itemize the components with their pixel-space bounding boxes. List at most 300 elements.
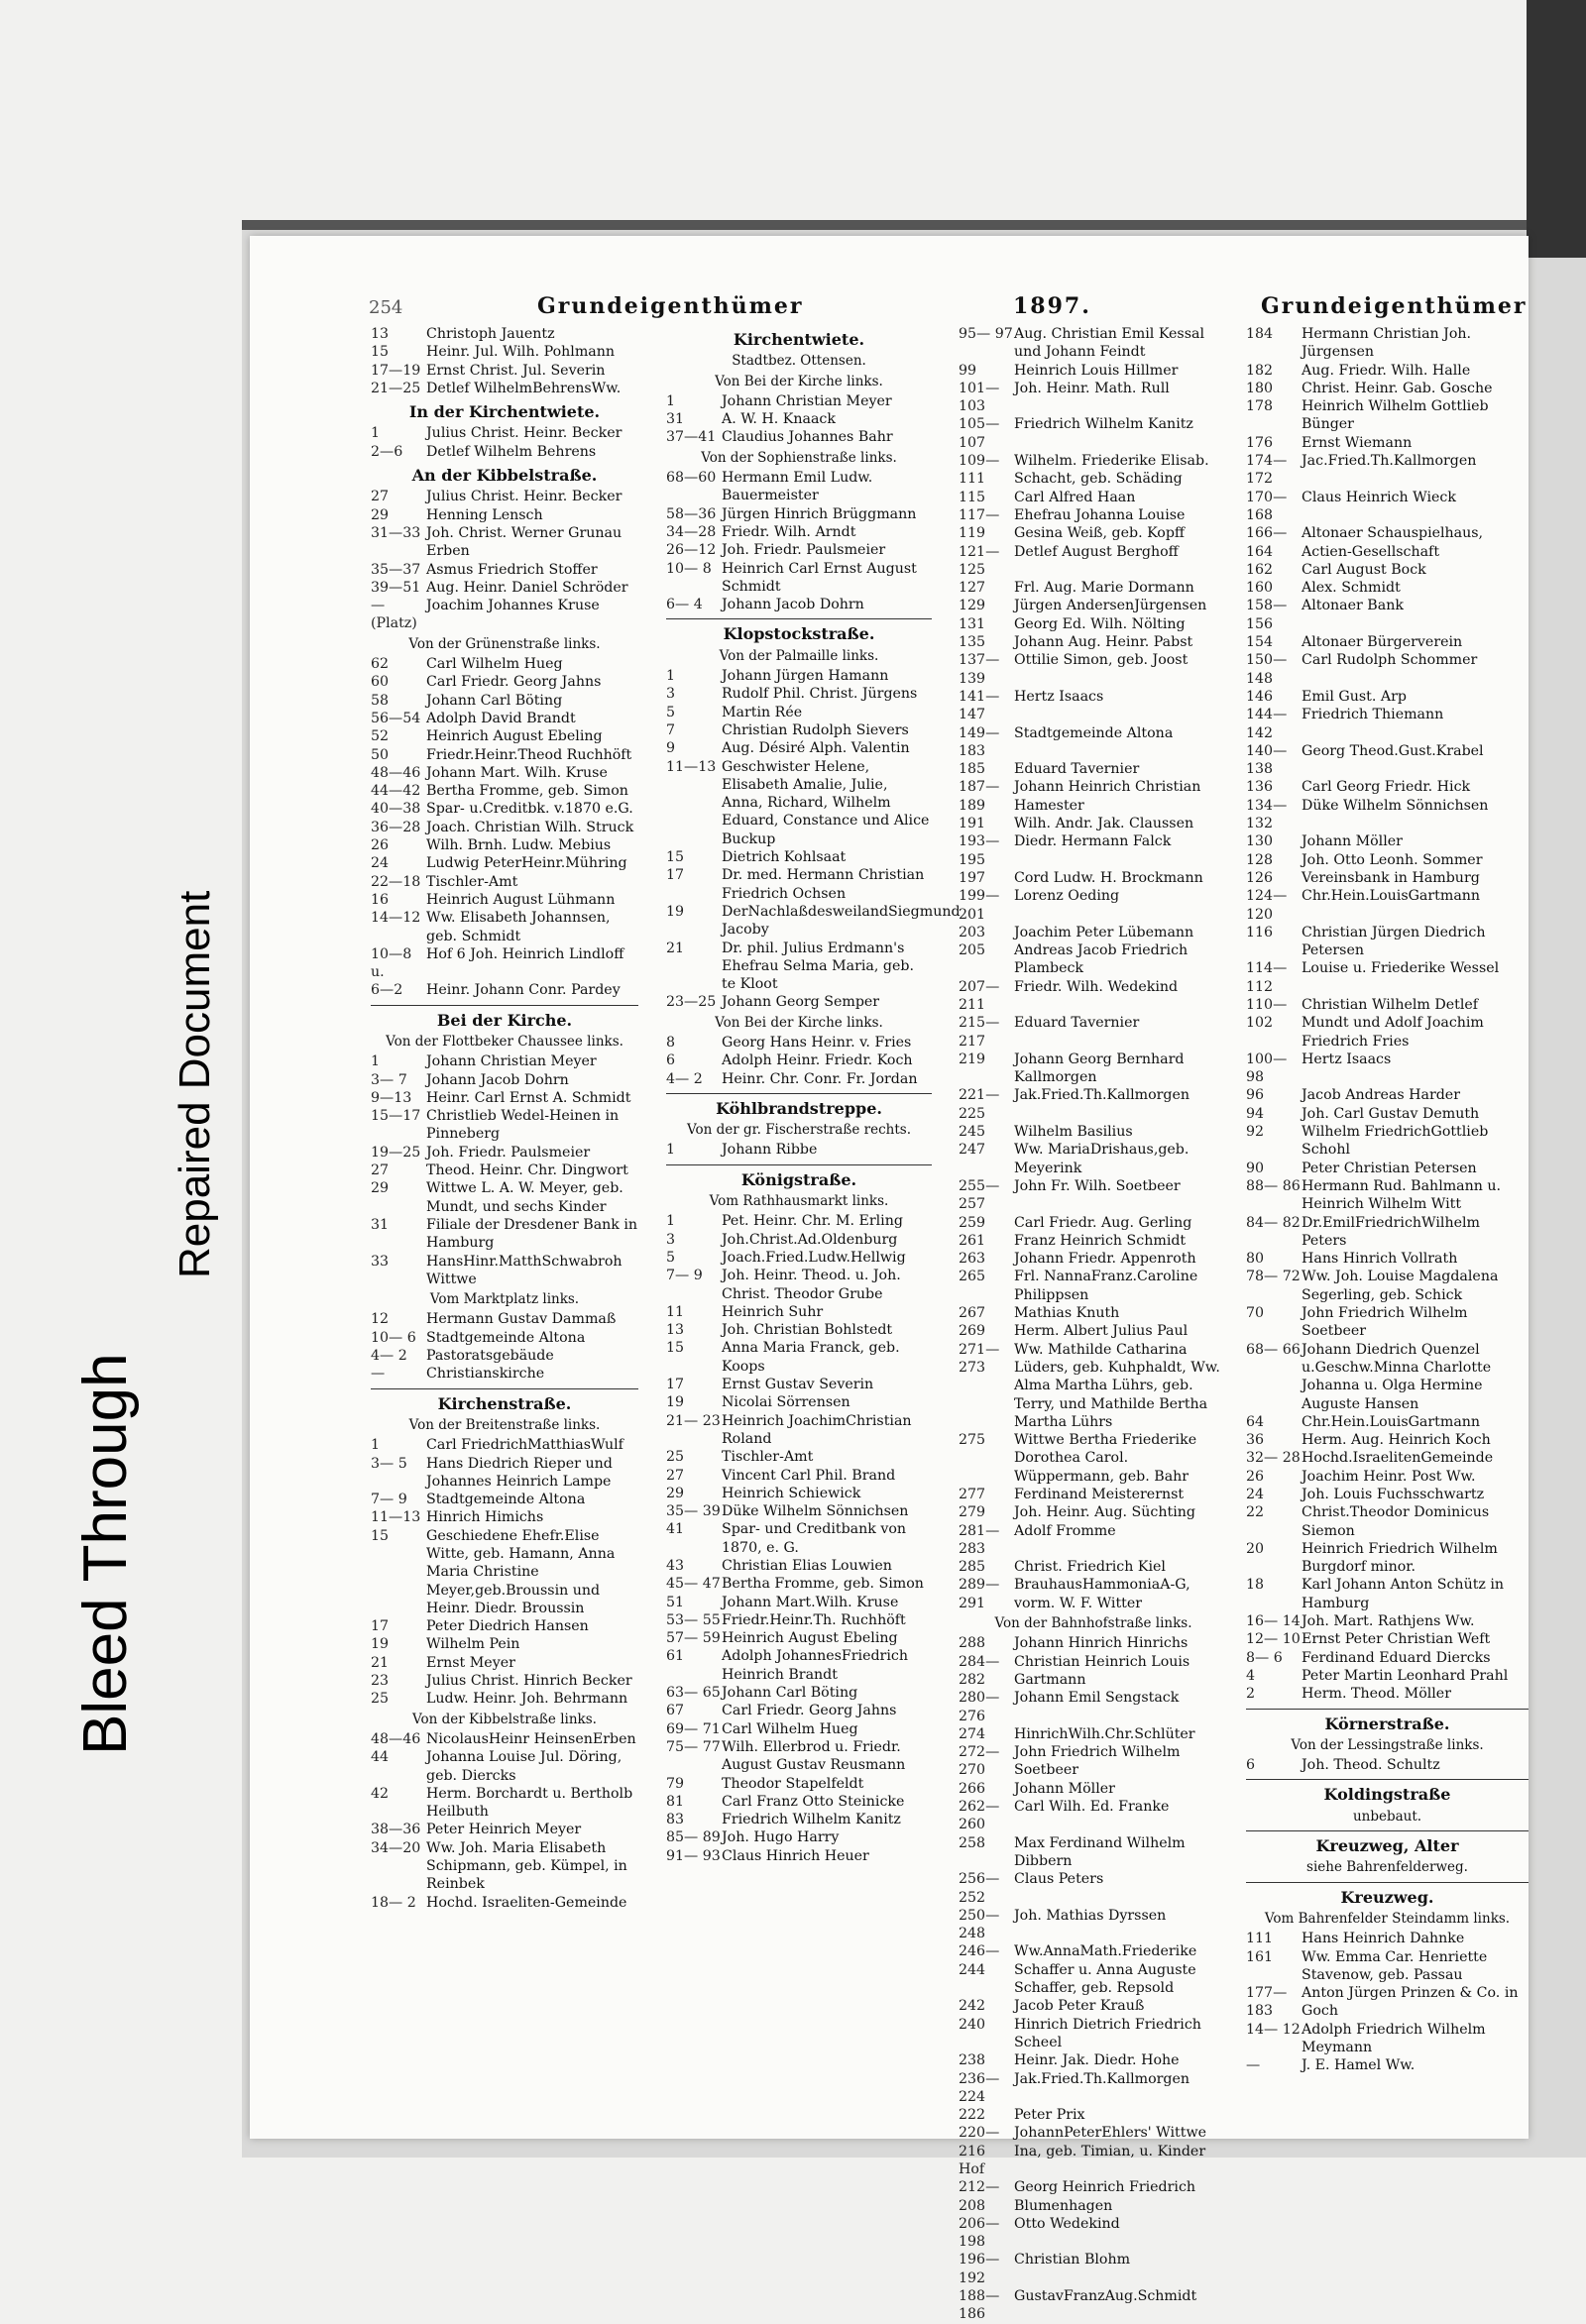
owner-name: Joh. Heinr. Theod. u. Joh. Christ. Theodor Grube: [722, 1268, 901, 1302]
owner-entry: [959, 1322, 1228, 1340]
owner-name: Adolph Friedrich Wilhelm Meymann: [1302, 2021, 1486, 2056]
house-number: 99: [959, 362, 977, 379]
owner-name: Wilhelm Basilius: [1014, 1124, 1133, 1141]
owner-name: Jürgen AndersenJürgensen: [1014, 598, 1207, 614]
house-number: 188—186: [959, 2288, 1000, 2323]
owner-entry: [1246, 524, 1529, 561]
owner-entry: [1246, 452, 1529, 489]
owner-entry: [1246, 742, 1529, 779]
house-number: 137—139: [959, 652, 1000, 687]
owner-name: Vincent Carl Phil. Brand: [722, 1467, 896, 1484]
owner-name: Aug. Désiré Alph. Valentin: [722, 740, 910, 757]
owner-entry: [1246, 1576, 1529, 1612]
owner-entry: [959, 688, 1228, 724]
owner-name: Joh. Christian Bohlstedt: [722, 1322, 893, 1339]
owner-name: Friedr.Heinr.Theod Ruchhöft: [426, 746, 632, 763]
house-number: 114—112: [1246, 960, 1288, 995]
owner-entry: [1246, 1413, 1529, 1431]
owner-name: Johann Christian Meyer: [722, 392, 892, 409]
owner-entry: [666, 758, 932, 848]
owner-entry: [1246, 633, 1529, 651]
house-number: 27: [371, 489, 390, 505]
owner-entry: [959, 1870, 1228, 1907]
owner-entry: [371, 1436, 638, 1454]
owner-entry: [959, 1743, 1228, 1780]
owner-entry: [371, 782, 638, 800]
owner-name: Hermann Christian Joh. Jürgensen: [1302, 326, 1472, 361]
owner-name: Hochd. Israeliten-Gemeinde: [426, 1894, 627, 1911]
owner-name: Dr.EmilFriedrichWilhelm Peters: [1302, 1214, 1480, 1249]
owner-name: Mathias Knuth: [1014, 1305, 1120, 1322]
owner-entry: [959, 1341, 1228, 1431]
owner-name: Eduard Tavernier: [1014, 1015, 1140, 1032]
owner-entry: [666, 1828, 932, 1846]
bleed-through-label: Bleed Through: [71, 1353, 140, 1755]
street-direction-note: Von der Palmaille links.: [719, 647, 879, 664]
street-direction-note: Von der Bahnhofstraße links.: [994, 1615, 1192, 1632]
house-number: 58—36: [666, 505, 717, 522]
house-number: 161: [1246, 1948, 1274, 1965]
owner-name: Ww. MariaDrishaus,geb. Meyerink: [1014, 1142, 1190, 1176]
owner-name: Ww.AnnaMath.Friederike Schaffer u. Anna Auguste Schaffer, geb. Repsold: [1014, 1943, 1197, 1997]
house-number: 19: [666, 1394, 685, 1411]
owner-entry: [1246, 1468, 1529, 1486]
street-direction-note: Vom Bahrenfelder Steindamm links.: [1264, 1910, 1511, 1927]
owner-entry: [666, 866, 932, 903]
owner-entry: [1246, 1214, 1529, 1251]
house-number: 5: [666, 1249, 676, 1266]
owner-entry: [959, 325, 1228, 362]
owner-name: Heinr. Johann Conr. Pardey: [426, 982, 621, 999]
owner-entry: [1246, 1051, 1529, 1087]
owner-name: Tischler-Amt: [426, 873, 518, 890]
owner-name: John Friedrich Wilhelm Soetbeer: [1014, 1744, 1181, 1779]
owner-entry: [371, 1347, 638, 1365]
owner-entry: [959, 2106, 1228, 2124]
house-number: 6: [666, 1052, 676, 1069]
owner-name: Friedr. Wilh. Wedekind: [1014, 978, 1179, 995]
owner-entry: [959, 887, 1228, 924]
owner-entry: [1246, 1930, 1529, 1947]
owner-name: Peter Heinrich Meyer: [426, 1822, 582, 1838]
section-divider: [371, 1388, 638, 1389]
house-number: 29: [371, 506, 390, 523]
owner-entry: [666, 1811, 932, 1828]
owner-name: Hof 6 Joh. Heinrich Lindloff: [426, 945, 624, 962]
house-number: 187—189: [959, 779, 1000, 814]
house-number: 215—217: [959, 1015, 1000, 1050]
house-number: 130: [1246, 833, 1274, 850]
street-direction-note: Von der Kibbelstraße links.: [412, 1711, 597, 1727]
owner-name: Johann Jürgen Hamann: [722, 668, 889, 685]
owner-name: Stadtgemeinde Altona: [1014, 724, 1174, 741]
owner-entry: [1246, 380, 1529, 397]
column-3: [959, 325, 1228, 2324]
owner-entry: [959, 1232, 1228, 1250]
owner-name: Ww. Joh. Louise Magdalena Segerling, geb. Schick: [1302, 1269, 1499, 1303]
house-number: 219: [959, 1051, 986, 1067]
owner-name: Johanna Louise Jul. Döring, geb. Diercks: [426, 1749, 623, 1784]
house-number: 288: [959, 1635, 986, 1652]
house-number: 126: [1246, 869, 1274, 886]
house-number: 26—12: [666, 542, 717, 559]
owner-name: Georg Theod.Gust.Krabel: [1302, 742, 1484, 759]
owner-name: Heinr. Chr. Conr. Fr. Jordan: [722, 1070, 918, 1087]
owner-name: Heinrich August Ebeling: [722, 1630, 898, 1647]
owner-entry: [1246, 1431, 1529, 1449]
owner-name: Hinrich Himichs: [426, 1509, 544, 1526]
owner-name: Carl Friedr. Aug. Gerling: [1014, 1214, 1192, 1231]
owner-entry: [371, 579, 638, 597]
house-number: 158—156: [1246, 598, 1288, 632]
house-number: 265: [959, 1269, 986, 1285]
owner-name: Johann Friedr. Appenroth: [1014, 1251, 1196, 1268]
owner-entry: [666, 1594, 932, 1611]
owner-name: Ferdinand Eduard Diercks: [1302, 1649, 1491, 1666]
street-direction-note: Von Bei der Kirche links.: [715, 1014, 883, 1031]
section-divider: [1246, 1709, 1529, 1710]
owner-name: Ww. Emma Car. Henriette Stavenow, geb. Passau: [1302, 1948, 1488, 1983]
owner-entry: [959, 615, 1228, 633]
owner-entry: [371, 710, 638, 727]
house-number: 250—248: [959, 1907, 1000, 1942]
owner-entry: [959, 832, 1228, 869]
house-number: 36: [1246, 1432, 1265, 1449]
owner-name: Claudius Johannes Bahr: [722, 429, 893, 446]
owner-name: Ernst Meyer: [426, 1654, 515, 1671]
owner-entry: [959, 2215, 1228, 2252]
owner-entry: [959, 1486, 1228, 1503]
owner-entry: [666, 410, 932, 428]
street-direction-note: Von der Grünenstraße links.: [408, 635, 601, 652]
owner-entry: [959, 1558, 1228, 1576]
house-number: 18— 2: [371, 1894, 416, 1911]
owner-name: Anna Maria Franck, geb. Koops: [722, 1340, 900, 1375]
owner-entry: [1246, 797, 1529, 833]
owner-name: Herm. Theod. Möller: [1302, 1686, 1451, 1703]
owner-entry: [371, 488, 638, 505]
street-heading: Körnerstraße.: [1324, 1714, 1450, 1733]
owner-entry: [1246, 1123, 1529, 1160]
owner-name: Louise u. Friederike Wessel: [1302, 960, 1500, 977]
owner-entry: [371, 764, 638, 782]
owner-entry: [371, 1329, 638, 1347]
house-number: 256—252: [959, 1871, 1000, 1906]
owner-name: Heinrich Friedrich Wilhelm Burgdorf minor.: [1302, 1540, 1498, 1576]
owner-entry: [959, 941, 1228, 978]
owner-name: Dietrich Kohlsaat: [722, 849, 847, 866]
owner-name: Carl Rudolph Schommer: [1302, 652, 1478, 669]
house-number: 221—225: [959, 1087, 1000, 1122]
owner-entry: [959, 1634, 1228, 1652]
owner-name: Johann Heinrich Christian Hamester: [1014, 779, 1201, 814]
owner-name: Asmus Friedrich Stoffer: [426, 561, 598, 578]
owner-name: Heinrich Carl Ernst August Schmidt: [722, 560, 917, 595]
owner-name: Johann Jacob Dohrn: [722, 597, 864, 613]
owner-name: Spar- u.Creditbk. v.1870 e.G.: [426, 801, 633, 818]
house-number: 60: [371, 674, 390, 691]
owner-name: Johann Christian Meyer: [426, 1053, 597, 1070]
house-number: 84— 82: [1246, 1214, 1301, 1231]
owner-entry: [371, 362, 638, 380]
owner-name: Johann Georg Bernhard Kallmorgen: [1014, 1051, 1185, 1086]
street-heading: In der Kirchentwiete.: [408, 402, 601, 422]
section-divider: [666, 618, 932, 619]
house-number: 281—283: [959, 1522, 1000, 1557]
owner-entry: [666, 1303, 932, 1321]
owner-entry: [1246, 1649, 1529, 1667]
owner-name: Georg Ed. Wilh. Nölting: [1014, 615, 1186, 632]
owner-entry: [1246, 1948, 1529, 1985]
owner-name: Martin Rée: [722, 704, 803, 720]
owner-name: Adolph JohannesFriedrich Heinrich Brandt: [722, 1648, 908, 1683]
owner-entry: [959, 1051, 1228, 1087]
owner-entry: [666, 1212, 932, 1230]
street-direction-note: Vom Marktplatz links.: [429, 1291, 580, 1308]
owner-name: Peter Diedrich Hansen: [426, 1618, 589, 1635]
document-page: [250, 236, 1529, 2323]
section-divider: [666, 1093, 932, 1094]
owner-entry: [959, 1725, 1228, 1743]
owner-name: Hans Heinrich Dahnke: [1302, 1931, 1465, 1947]
house-number: 193—195: [959, 833, 1000, 868]
owner-name: Hertz Isaacs: [1302, 1051, 1392, 1067]
owner-name: Joach. Christian Wilh. Struck: [426, 819, 634, 835]
section-divider: [1246, 1830, 1529, 1831]
owner-entry: [371, 424, 638, 442]
house-number: 31—33: [371, 524, 421, 541]
owner-name: Diedr. Hermann Falck: [1014, 833, 1172, 850]
owner-entry: [666, 1647, 932, 1684]
house-number: 259: [959, 1214, 986, 1231]
owner-entry: [666, 1793, 932, 1811]
owner-entry: [666, 1034, 932, 1051]
scan-edge-top: [242, 220, 1540, 230]
owner-entry: [959, 543, 1228, 580]
owner-entry: [959, 633, 1228, 651]
owner-entry: [959, 1522, 1228, 1559]
owner-entry: [371, 1052, 638, 1070]
house-number: 78— 72: [1246, 1269, 1301, 1285]
header-title-right: Grundeigenthümer: [1261, 293, 1528, 319]
house-number: 10— 8: [666, 560, 712, 577]
owner-entry: [959, 2178, 1228, 2215]
house-number: 206—198: [959, 2215, 1000, 2251]
house-number: 146: [1246, 688, 1274, 705]
house-number: 34—28: [666, 523, 717, 540]
owner-name: Düke Wilhelm Sönnichsen: [1302, 797, 1489, 814]
owner-entry: [959, 1653, 1228, 1690]
owner-entry: [1246, 869, 1529, 887]
house-number: 105—107: [959, 416, 1000, 451]
house-number: 8— 6: [1246, 1649, 1283, 1666]
owner-entry: [666, 428, 932, 446]
owner-entry: [666, 903, 961, 940]
owner-entry: [959, 2070, 1228, 2107]
owner-name: Joachim Johannes Kruse: [426, 598, 600, 614]
owner-name: Adolph David Brandt: [426, 710, 576, 726]
house-number: 22—18: [371, 873, 421, 890]
house-number: 12— 10: [1246, 1631, 1301, 1648]
house-number: 15: [666, 1340, 685, 1357]
house-number: 205: [959, 942, 986, 959]
house-number: 21: [666, 940, 685, 956]
owner-entry: [371, 909, 638, 945]
house-number: 17—19: [371, 362, 421, 379]
owner-entry: [959, 380, 1228, 416]
house-number: 284—282: [959, 1653, 1000, 1688]
owner-entry: [959, 1907, 1228, 1943]
owner-name: Carl Wilh. Ed. Franke: [1014, 1799, 1170, 1816]
owner-entry: [959, 2251, 1228, 2287]
house-number: 34—20: [371, 1839, 421, 1856]
house-number: 255—257: [959, 1177, 1000, 1213]
owner-name: Hans Diedrich Rieper und Johannes Heinrich Lampe: [426, 1455, 613, 1490]
house-number: 116: [1246, 924, 1274, 941]
owner-entry: [959, 1177, 1228, 1214]
owner-entry: [1246, 1984, 1529, 2021]
owner-entry: [666, 667, 932, 685]
house-number: 279: [959, 1504, 986, 1521]
owner-name: Johann Ribbe: [722, 1142, 818, 1159]
owner-name: Claus Heinrich Wieck: [1302, 489, 1456, 505]
column-1: [371, 325, 638, 1912]
owner-entry: [666, 469, 932, 505]
house-number: 64: [1246, 1413, 1265, 1430]
owner-entry: [371, 1491, 638, 1508]
owner-name: Christianskirche: [426, 1366, 545, 1383]
owner-name: Ludw. Heinr. Joh. Behrmann: [426, 1691, 628, 1708]
owner-entry: [666, 596, 932, 613]
house-number: 263: [959, 1251, 986, 1268]
owner-name: Alex. Schmidt: [1302, 580, 1401, 597]
owner-name: Joh. Mathias Dyrssen: [1014, 1907, 1167, 1924]
house-number: 191: [959, 816, 986, 832]
owner-entry: [959, 1304, 1228, 1322]
house-number: 109—111: [959, 453, 1000, 488]
owner-name: Hermann Gustav Dammaß: [426, 1311, 617, 1328]
house-number: 63— 65: [666, 1685, 721, 1702]
house-number: 31: [666, 411, 685, 428]
house-number: 68—60: [666, 470, 717, 487]
owner-name: Christ. Heinr. Gab. Gosche: [1302, 380, 1493, 396]
owner-name: Heinrich August Lühmann: [426, 891, 616, 908]
owner-entry: [1246, 778, 1529, 796]
house-number: 15: [666, 849, 685, 866]
owner-entry: [371, 1894, 638, 1912]
owner-entry: [371, 673, 638, 691]
owner-name: Eduard Tavernier: [1014, 761, 1140, 778]
house-number: 258: [959, 1834, 986, 1851]
street-heading: Klopstockstraße.: [723, 624, 875, 644]
house-number: 7— 9: [666, 1268, 703, 1284]
house-number: 21—25: [371, 380, 421, 396]
owner-name: Johann Möller: [1302, 833, 1403, 850]
owner-entry: [959, 1014, 1228, 1051]
owner-name: Rudolf Phil. Christ. Jürgens: [722, 686, 918, 703]
column-2: [666, 325, 961, 1865]
house-number: 69— 71: [666, 1720, 721, 1737]
owner-entry: [1246, 1449, 1529, 1467]
owner-name: Ernst Christ. Jul. Severin: [426, 362, 606, 379]
house-number: 271—273: [959, 1341, 1000, 1376]
owner-entry: [371, 380, 638, 397]
owner-name: Joh. Heinr. Aug. Süchting: [1014, 1504, 1195, 1521]
owner-name: Hertz Isaacs: [1014, 688, 1104, 705]
owner-name: Ludwig PeterHeinr.Mühring: [426, 855, 627, 872]
owner-name: Stadtgemeinde Altona: [426, 1492, 586, 1508]
owner-name: GustavFranzAug.Schmidt: [1014, 2288, 1197, 2305]
owner-entry: [371, 836, 638, 854]
house-number: 85— 89: [666, 1829, 721, 1846]
house-number: 36—28: [371, 819, 421, 835]
house-number: 285: [959, 1559, 986, 1576]
owner-name: Christlieb Wedel-Heinen in Pinneberg: [426, 1108, 620, 1143]
house-number: 68— 66: [1246, 1341, 1301, 1358]
owner-entry: [1246, 1756, 1529, 1774]
house-number: 266: [959, 1780, 986, 1797]
house-number: 51: [666, 1594, 685, 1610]
house-number: 19—25: [371, 1144, 421, 1161]
owner-entry: [959, 1997, 1228, 2015]
owner-name: Jak.Fried.Th.Kallmorgen: [1014, 2070, 1190, 2087]
owner-entry: [371, 506, 638, 524]
owner-name: Johann Möller: [1014, 1780, 1115, 1797]
owner-name: Jacob Peter Krauß: [1014, 1998, 1145, 2015]
owner-name: Wilh. Brnh. Ludw. Mebius: [426, 837, 612, 854]
house-number: 11: [666, 1303, 685, 1320]
owner-name: Johann Aug. Heinr. Pabst: [1014, 634, 1193, 651]
owner-entry: [1246, 1250, 1529, 1268]
owner-name: Christian Wilhelm Detlef Mundt und Adolf Joachim Friedrich Fries: [1302, 996, 1484, 1050]
owner-name: Johann Georg Semper: [722, 994, 880, 1011]
owner-name: Chr.Hein.LouisGartmann: [1302, 888, 1481, 905]
owner-entry: [371, 1730, 638, 1748]
owner-entry: [371, 945, 638, 982]
owner-entry: [1246, 2056, 1529, 2074]
owner-entry: [666, 848, 932, 866]
section-divider: [1246, 1779, 1529, 1780]
house-number: 3: [666, 686, 676, 703]
owner-entry: [666, 1684, 932, 1702]
owner-entry: [1246, 1304, 1529, 1341]
owner-name: Vereinsbank in Hamburg: [1302, 869, 1480, 886]
page-header: [369, 293, 1529, 323]
owner-name: Ernst Peter Christian Weft: [1302, 1631, 1491, 1648]
owner-entry: [371, 1690, 638, 1708]
house-number: 25: [371, 1691, 390, 1708]
house-number: 10—8 u.: [371, 945, 412, 981]
house-number: 29: [371, 1180, 390, 1197]
owner-entry: [666, 523, 932, 541]
house-number: 18: [1246, 1577, 1265, 1594]
owner-name: Johann Hinrich Hinrichs: [1014, 1635, 1189, 1652]
street-direction-note: Von der Lessingstraße links.: [1291, 1736, 1484, 1753]
house-number: 15: [371, 344, 390, 361]
house-number: 100— 98: [1246, 1051, 1288, 1086]
owner-name: Henning Lensch: [426, 506, 543, 523]
owner-entry: [1246, 579, 1529, 597]
house-number: 134—132: [1246, 797, 1288, 832]
owner-name: Jac.Fried.Th.Kallmorgen: [1302, 453, 1477, 470]
house-number: 274: [959, 1725, 986, 1742]
owner-entry: [666, 1267, 932, 1303]
house-number: 10— 6: [371, 1329, 416, 1346]
owner-name: Julius Christ. Heinr. Becker: [426, 425, 623, 442]
house-number: 7— 9: [371, 1492, 407, 1508]
owner-name: Aug. Friedr. Wilh. Halle: [1302, 362, 1471, 379]
owner-entry: [371, 891, 638, 909]
